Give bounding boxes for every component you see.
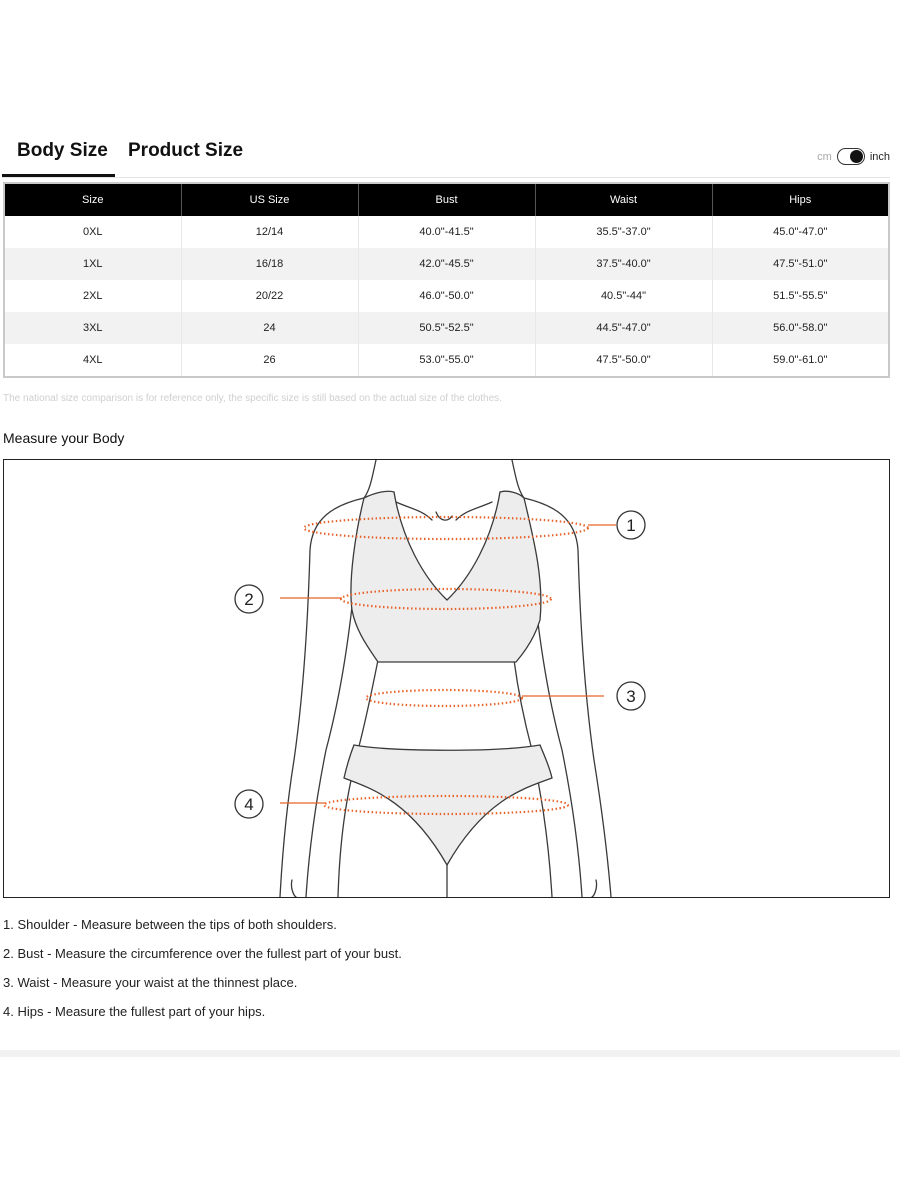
size-tabs: [2, 136, 890, 178]
table-cell: 12/14: [181, 216, 358, 248]
table-cell: 4XL: [82, 354, 103, 366]
table-cell: 2XL: [82, 290, 103, 302]
table-cell: 24: [181, 312, 358, 344]
table-cell: 47.5"-51.0": [712, 248, 889, 280]
left-arm-outline: [280, 498, 364, 897]
table-cell: 45.0"-47.0": [712, 216, 889, 248]
table-cell: 0XL: [82, 226, 103, 238]
table-cell: 35.5"-37.0": [535, 216, 712, 248]
unit-inch-label[interactable]: inch: [869, 150, 890, 163]
table-cell: 56.0"-58.0": [712, 312, 889, 344]
table-cell: 46.0"-50.0": [358, 280, 535, 312]
table-cell: 42.0"-45.5": [358, 248, 535, 280]
table-cell: 47.5"-50.0": [535, 344, 712, 377]
size-chart-table: [3, 182, 890, 378]
active-tab-indicator: [2, 174, 115, 177]
table-cell: 1XL: [4, 248, 181, 280]
tabs-divider: [2, 177, 890, 178]
column-header-us-size: US Size: [181, 183, 358, 216]
left-hand: [291, 880, 296, 897]
table-cell: 40.0"-41.5": [358, 216, 535, 248]
table-header-row: [4, 183, 889, 216]
unit-toggle: [817, 148, 890, 165]
size-reference-note: The national size comparison is for reference only, the specific size is still based on the actual size of the clothes.: [3, 393, 502, 404]
unit-cm-label[interactable]: cm: [817, 150, 832, 163]
left-inner-arm: [306, 570, 356, 897]
table-cell: 26: [181, 344, 358, 377]
body-measurement-diagram: [3, 459, 890, 898]
instruction-shoulder: 1. Shoulder - Measure between the tips of both shoulders.: [3, 917, 337, 932]
briefs: [344, 745, 552, 865]
table-row: [4, 216, 889, 248]
table-cell: 50.5"-52.5": [358, 312, 535, 344]
table-cell: 40.5"-44": [535, 280, 712, 312]
marker-1-label: 1: [626, 516, 636, 535]
table-row: [4, 312, 889, 344]
table-cell: 53.0"-55.0": [358, 344, 535, 377]
table-cell: 59.0"-61.0": [712, 344, 889, 377]
column-header-size: Size: [4, 183, 181, 216]
marker-4-label: 4: [244, 795, 254, 814]
marker-3-label: 3: [626, 687, 636, 706]
table-cell: 3XL: [4, 312, 181, 344]
column-header-hips: Hips: [712, 183, 889, 216]
instruction-bust: 2. Bust - Measure the circumference over the fullest part of your bust.: [3, 946, 402, 961]
bra-top: [351, 491, 541, 662]
column-header-waist: Waist: [535, 183, 712, 216]
measure-instructions: [3, 916, 402, 1032]
table-row: [4, 344, 889, 377]
waist-measure-line: [366, 690, 522, 706]
marker-2-label: 2: [244, 590, 254, 609]
measure-title: Measure your Body: [3, 430, 125, 446]
table-cell: 37.5"-40.0": [535, 248, 712, 280]
table-cell: 51.5"-55.5": [712, 280, 889, 312]
collarbone: [396, 502, 432, 520]
table-cell: 16/18: [181, 248, 358, 280]
tab-body-size[interactable]: Body Size: [17, 140, 108, 161]
column-header-bust: Bust: [358, 183, 535, 216]
table-cell: 20/22: [181, 280, 358, 312]
table-row: [4, 248, 889, 280]
tab-product-size[interactable]: Product Size: [128, 140, 244, 161]
table-row: [4, 280, 889, 312]
unit-switch-knob: [850, 150, 863, 163]
bottom-divider: [0, 1050, 900, 1057]
collarbone: [456, 502, 492, 520]
instruction-hips: 4. Hips - Measure the fullest part of your hips.: [3, 1004, 266, 1019]
table-cell: 44.5"-47.0": [535, 312, 712, 344]
unit-switch[interactable]: [837, 148, 865, 165]
neck-outline: [364, 460, 376, 498]
instruction-waist: 3. Waist - Measure your waist at the thinnest place.: [3, 975, 298, 990]
right-hand: [592, 880, 597, 897]
